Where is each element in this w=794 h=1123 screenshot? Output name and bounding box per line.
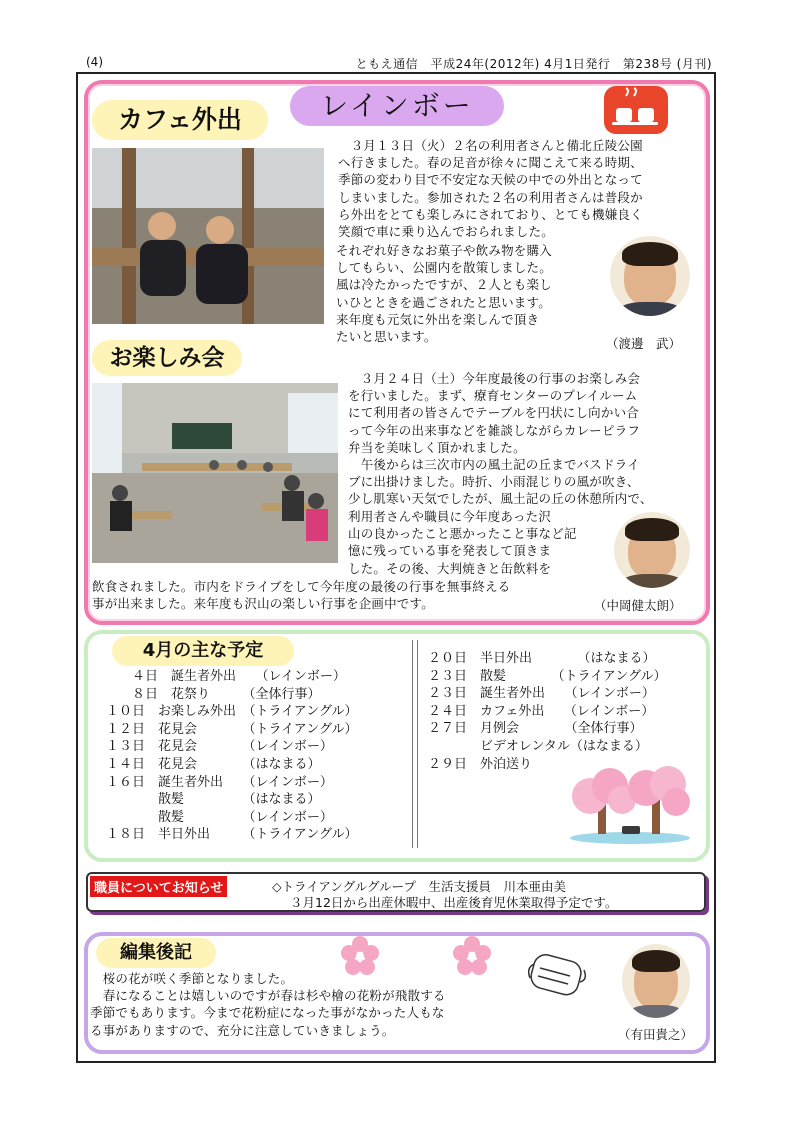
cafe-author: （渡邊 武）	[606, 336, 682, 351]
author-photo-watanabe	[610, 236, 690, 316]
editorial-text: 桜の花が咲く季節となりました。 春になることは嬉しいのですが春は杉や檜の花粉が飛散する 季節でもあります。今まで花粉症になった事がなかった人もな る事がありますので、充分に注意していきましょう。	[90, 971, 446, 1038]
editorial-author: （有田貴之）	[618, 1027, 694, 1042]
author-photo-arita	[622, 944, 690, 1018]
party-title: お楽しみ会	[92, 340, 242, 376]
cafe-title: カフェ外出	[92, 100, 268, 140]
schedule-right-list: ２０日 半日外出 （はなまる） ２３日 散髪 （トライアングル） ２３日 誕生者外出 （レインボー） ２４日 カフェ外出 （レインボー） ２７日 月例会 （全体行事） ビデオレンタル（はなまる） ２９日 外泊送り	[428, 651, 667, 772]
party-photo	[92, 383, 338, 563]
cafe-text-main: ３月１３日（火）２名の利用者さんと備北丘陵公園 へ行きました。春の足音が徐々に聞こえて来る時期、 季節の変わり目で不安定な天候の中での外出となって しまいました。参加された２名の利用者さんは普段か ら外出をとても楽しみにされており、とても機嫌良く 笑顔で車に乗り込んでおられました。	[338, 138, 643, 240]
party-text-end: 飲食されました。市内をドライブをして今年度の最後の行事を無事終える 事が出来ました。来年度も沢山の楽しい行事を企画中です。	[92, 579, 511, 612]
staff-notice-line1: ◇トライアングルグループ 生活支援員 川本亜由美	[272, 879, 566, 894]
schedule-divider	[412, 640, 418, 848]
coffee-cup-icon	[604, 86, 668, 134]
schedule-title: 4月の主な予定	[112, 636, 294, 666]
cherry-blossom-icon	[560, 766, 696, 846]
party-text-main: ３月２４日（土）今年度最後の行事のお楽しみ会 を行いました。まず、療育センターのプレイルーム にて利用者の皆さんでテーブルを円状にし向かい合 って今年の出来事などを雑談しながらカレーピラフ 弁当を美味しく頂かれました。 午後からは三次市内の風土記の丘までバスドライ ブに出掛けました。時折、小雨混じりの風が吹き、 少し肌寒い天気でしたが、風土記の丘の休憩所内で、	[348, 371, 653, 507]
schedule-left-list: ４日 誕生者外出 （レインボー） ８日 花祭り （全体行事） １０日 お楽しみ外出 （トライアングル） １２日 花見会 （トライアングル） １３日 花見会 （レインボー） １４日 花見会 （はなまる） １６日 誕生者外出 （レインボー） 散髪 （はなまる） 散髪 （レインボー） １８日 半日外出 （トライアングル）	[106, 669, 358, 843]
staff-notice-line2: ３月12日から出産休暇中、出産後育児休業取得予定です。	[290, 895, 618, 910]
page-number: (4)	[86, 55, 103, 69]
party-text-sub: 利用者さんや職員に今年度あった沢 山の良かったこと悪かったこと事など記 憶に残っている事を発表して頂きま した。その後、大判焼きと缶飲料を	[348, 509, 577, 576]
staff-notice-label: 職員についてお知らせ	[90, 876, 227, 897]
newsletter-title: ともえ通信 平成24年(2012年) 4月1日発行 第238号 (月刊)	[355, 57, 712, 71]
sakura-icon	[452, 936, 492, 976]
page-header	[78, 55, 714, 71]
editorial-title: 編集後記	[96, 938, 216, 968]
author-photo-nakaoka	[614, 512, 690, 588]
group-title: レインボー	[290, 86, 504, 126]
cafe-outing-photo	[92, 148, 324, 324]
party-author: （中岡健太朗）	[594, 598, 682, 613]
cafe-text-sub: それぞれ好きなお菓子や飲み物を購入 してもらい、公園内を散策しました。 風は冷たかったですが、２人とも楽し いひとときを過ごされたと思います。 来年度も元気に外出を楽しんで頂き たいと思います。	[336, 243, 552, 345]
face-mask-icon	[524, 948, 590, 1004]
